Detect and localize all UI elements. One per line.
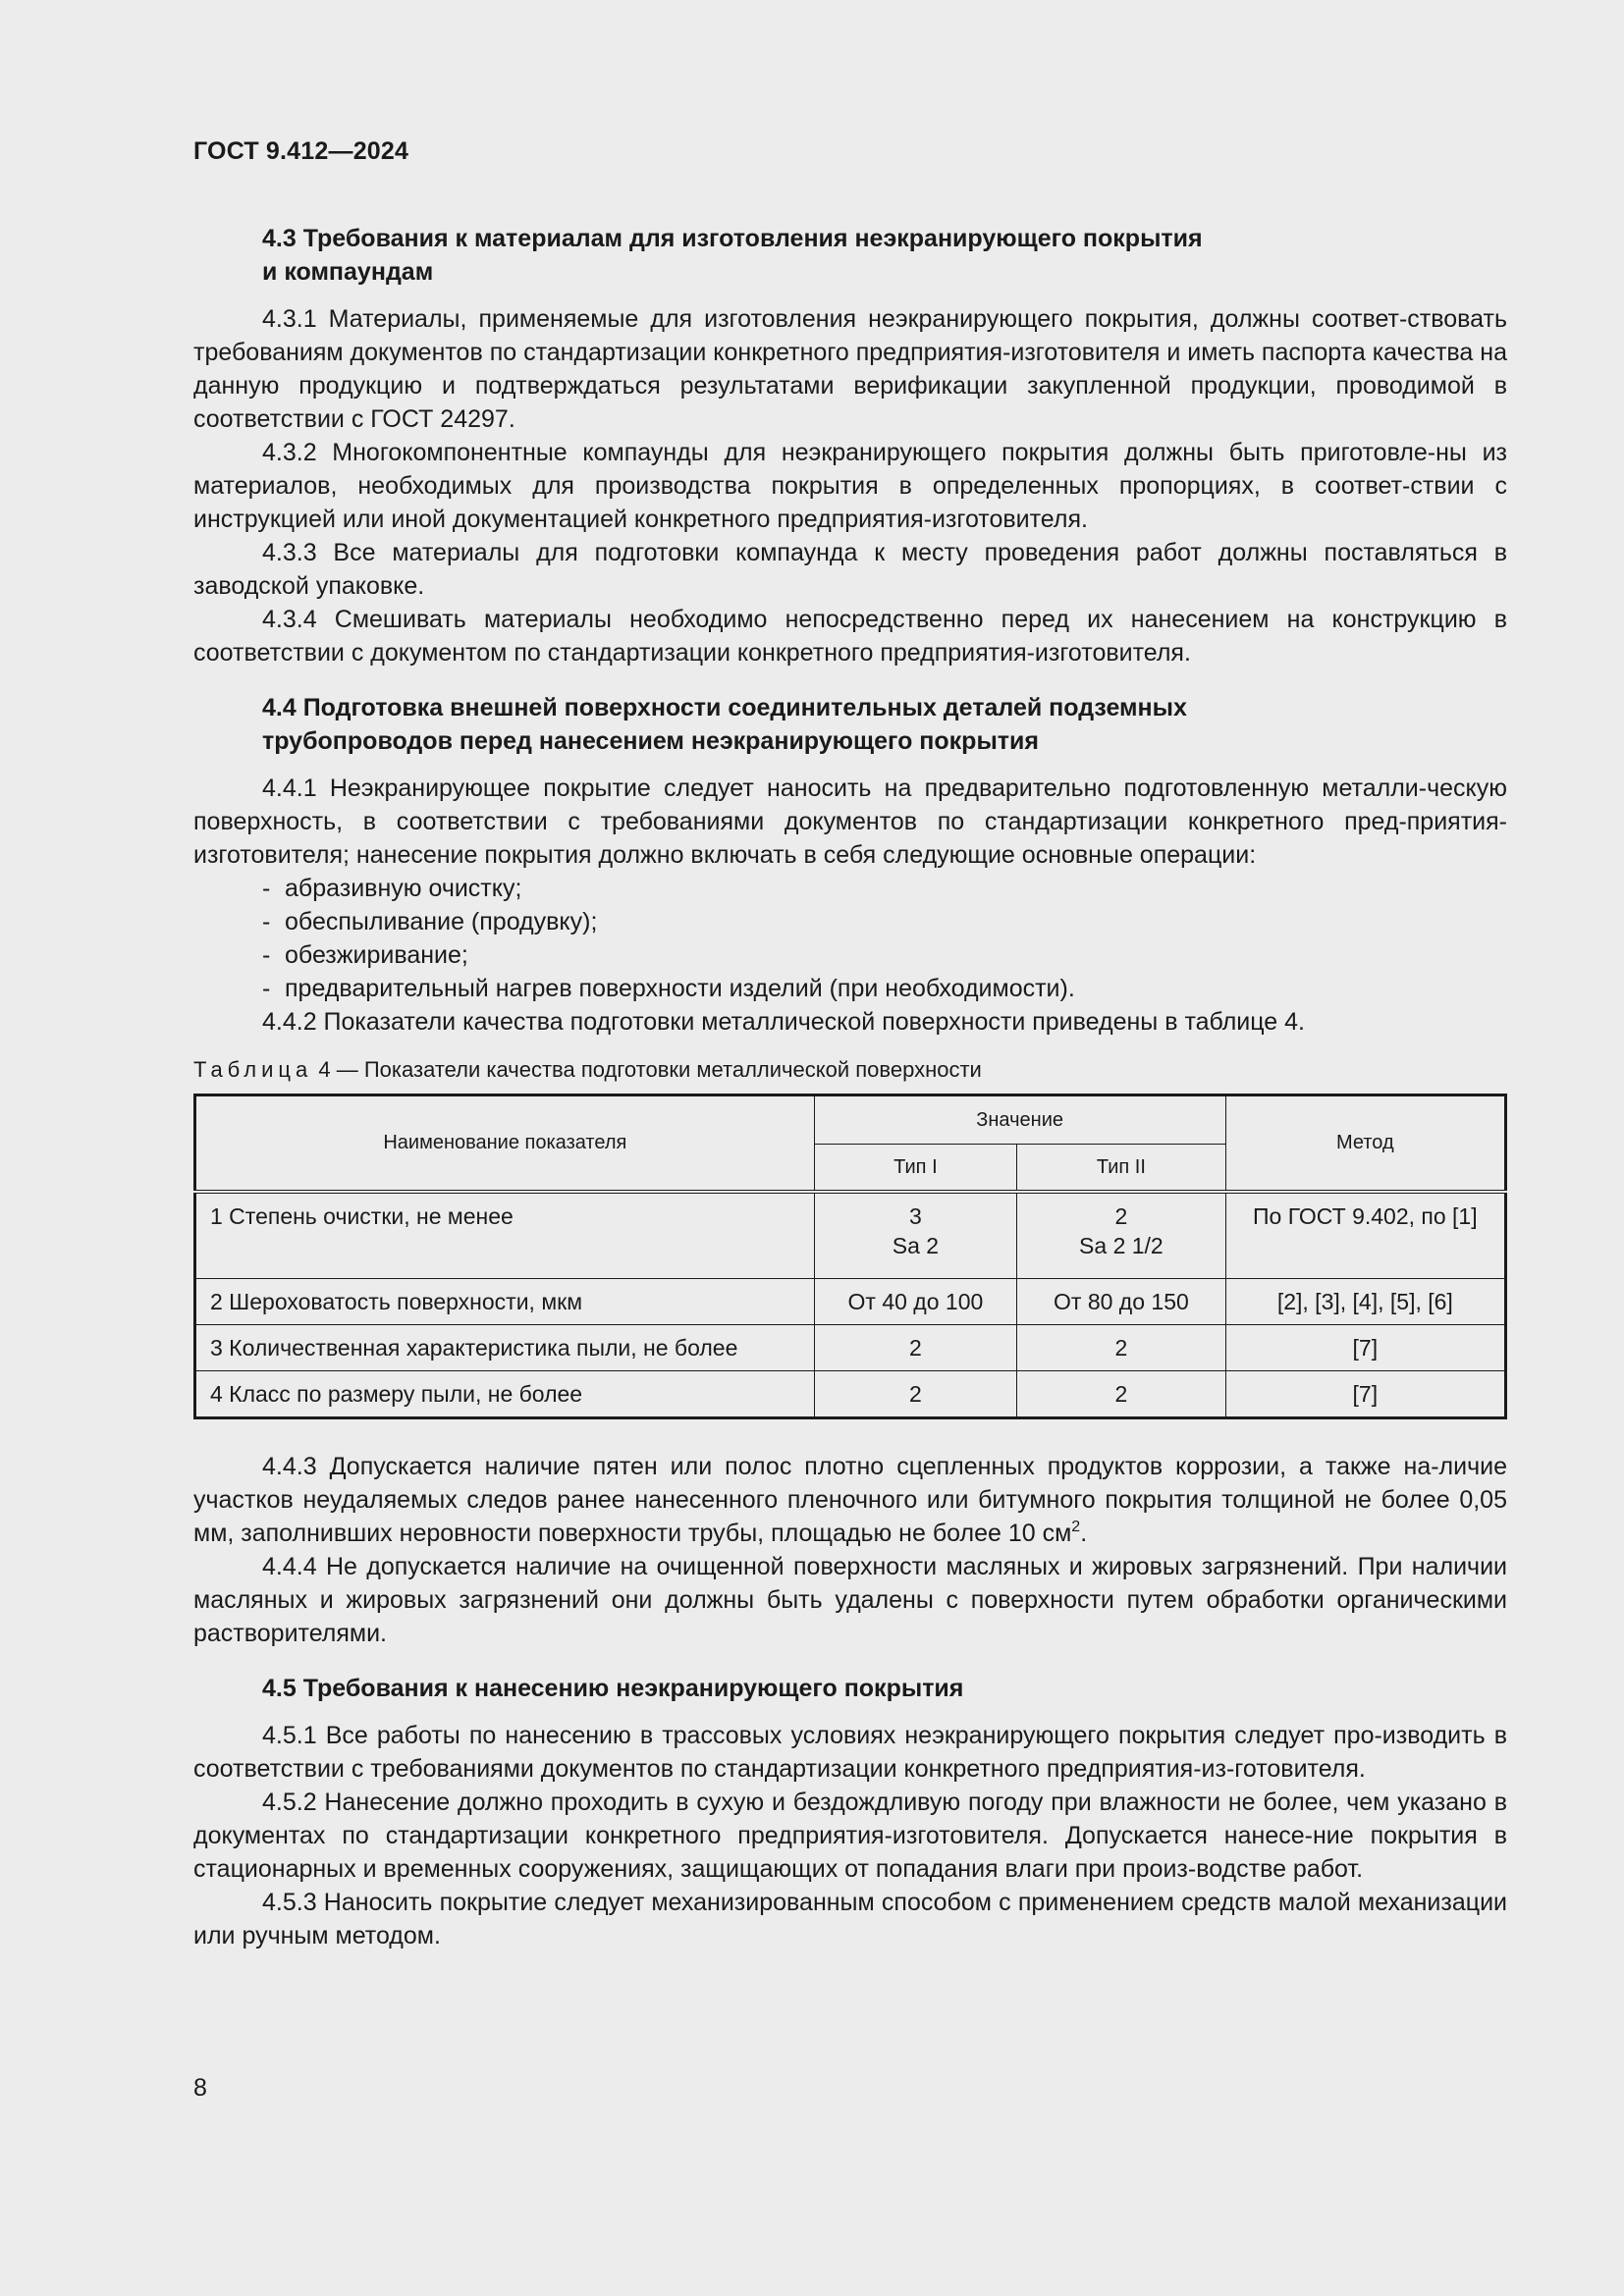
paragraph-4-5-3: 4.5.3 Наносить покрытие следует механизированным способом с применением средств малой механизации или ручным методом.: [193, 1889, 1507, 1949]
list-item-text: обеспыливание (продувку);: [285, 908, 598, 935]
list-item-text: обезжиривание;: [285, 941, 468, 969]
header-type-2: Тип II: [1017, 1145, 1225, 1193]
row-type1-value: От 40 до 100: [814, 1279, 1017, 1325]
list-dash: -: [262, 975, 271, 1002]
row-method: [7]: [1225, 1371, 1505, 1418]
paragraph-4-4-3: [193, 1450, 1507, 1550]
list-dash: -: [262, 875, 271, 902]
paragraph-4-3-4: 4.3.4 Смешивать материалы необходимо непосредственно перед их нанесением на конструкцию в соответствии с документом по стандартизации конкретного предприятия-изготовителя.: [193, 606, 1507, 667]
row-type1-value: [814, 1192, 1017, 1279]
row-type2-value: [1017, 1192, 1225, 1279]
paragraph-4-5-2: 4.5.2 Нанесение должно проходить в сухую и бездождливую погоду при влажности не более, чем указано в документах по стандартизации конкретного предприятия-изготовителя. Допускается нанесе-ние покрытия в стационарных и временных сооружениях, защищающих от попадания влаги при произ-водстве работ.: [193, 1789, 1507, 1883]
operations-list: [193, 872, 1507, 1005]
header-name: Наименование показателя: [195, 1095, 815, 1193]
paragraph-4-4-3-end: .: [1080, 1520, 1088, 1547]
list-item: [262, 972, 1507, 1005]
list-item: [262, 905, 1507, 938]
row-method: [7]: [1225, 1325, 1505, 1371]
quality-indicators-table: [193, 1094, 1507, 1419]
paragraph-4-3-1: 4.3.1 Материалы, применяемые для изготовления неэкранирующего покрытия, должны соответ-ствовать требованиям документов по стандартизации конкретного предприятия-изготовителя и иметь паспорта качества на данную продукцию и подтверждаться результатами верификации закупленной продукции, проводимой в соответствии с ГОСТ 24297.: [193, 305, 1507, 433]
header-value: Значение: [814, 1095, 1225, 1145]
table-caption: [193, 1057, 1507, 1083]
list-item: [262, 938, 1507, 972]
row-type2-value: 2: [1017, 1325, 1225, 1371]
row-type2-value: От 80 до 150: [1017, 1279, 1225, 1325]
section-4-4-heading-line1: 4.4 Подготовка внешней поверхности соединительных деталей подземных: [262, 694, 1187, 721]
row-method: [2], [3], [4], [5], [6]: [1225, 1279, 1505, 1325]
table-row: [195, 1192, 1506, 1279]
table-caption-label: Таблица: [193, 1057, 313, 1082]
paragraph-4-3-2: 4.3.2 Многокомпонентные компаунды для неэкранирующего покрытия должны быть приготовле-ны из материалов, необходимых для производства покрытия в определенных пропорциях, в соответ-ствии с инструкцией или иной документацией конкретного предприятия-изготовителя.: [193, 439, 1507, 533]
row-type2-grade: Sa 2 1/2: [1079, 1233, 1164, 1258]
table-caption-text: 4 — Показатели качества подготовки металлической поверхности: [318, 1057, 982, 1082]
row-name: 1 Степень очистки, не менее: [195, 1192, 815, 1279]
row-type2-value: 2: [1017, 1371, 1225, 1418]
row-type1-value: 2: [814, 1371, 1017, 1418]
section-4-3-heading: [193, 222, 1507, 289]
section-4-4-heading-line2: трубопроводов перед нанесением неэкранирующего покрытия: [262, 727, 1040, 755]
row-type1-value: 2: [814, 1325, 1017, 1371]
list-item-text: абразивную очистку;: [285, 875, 522, 902]
row-name: 2 Шероховатость поверхности, мкм: [195, 1279, 815, 1325]
paragraph-4-4-2: 4.4.2 Показатели качества подготовки металлической поверхности приведены в таблице 4.: [262, 1008, 1305, 1036]
paragraph-4-4-1: 4.4.1 Неэкранирующее покрытие следует наносить на предварительно подготовленную металли-ческую поверхность, в соответствии с требованиями документов по стандартизации конкретного пред-приятия-изготовителя; нанесение покрытия должно включать в себя следующие основные операции:: [193, 774, 1507, 869]
paragraph-4-4-3-text: 4.4.3 Допускается наличие пятен или полос плотно сцепленных продуктов коррозии, а также на-личие участков неудаляемых следов ранее нанесенного пленочного или битумного покрытия толщиной не более 0,05 мм, заполнивших неровности поверхности трубы, площадью не более 10 см: [193, 1453, 1507, 1547]
header-type-1: Тип I: [814, 1145, 1017, 1193]
table-row: [195, 1325, 1506, 1371]
document-page: [193, 137, 1507, 1952]
section-4-3-heading-line2: и компаундам: [262, 258, 434, 286]
page-number: 8: [193, 2074, 207, 2102]
paragraph-4-4-4: 4.4.4 Не допускается наличие на очищенной поверхности масляных и жировых загрязнений. При наличии масляных и жировых загрязнений они должны быть удалены с поверхности путем обработки органическими растворителями.: [193, 1553, 1507, 1647]
document-code: ГОСТ 9.412—2024: [193, 137, 409, 165]
list-dash: -: [262, 908, 271, 935]
section-4-4-heading: [193, 691, 1507, 758]
row-name: 4 Класс по размеру пыли, не более: [195, 1371, 815, 1418]
list-item: [262, 872, 1507, 905]
list-dash: -: [262, 941, 271, 969]
table-row: [195, 1279, 1506, 1325]
superscript-exponent: 2: [1071, 1519, 1081, 1535]
section-4-5-heading: 4.5 Требования к нанесению неэкранирующего покрытия: [262, 1675, 964, 1702]
paragraph-4-3-3: 4.3.3 Все материалы для подготовки компаунда к месту проведения работ должны поставляться в заводской упаковке.: [193, 539, 1507, 600]
paragraph-4-5-1: 4.5.1 Все работы по нанесению в трассовых условиях неэкранирующего покрытия следует про-изводить в соответствии с требованиями документов по стандартизации конкретного предприятия-из-готовителя.: [193, 1722, 1507, 1783]
table-row: [195, 1371, 1506, 1418]
list-item-text: предварительный нагрев поверхности изделий (при необходимости).: [285, 975, 1075, 1002]
row-type2-class: 2: [1114, 1203, 1128, 1229]
row-name: 3 Количественная характеристика пыли, не более: [195, 1325, 815, 1371]
row-type1-class: 3: [909, 1203, 922, 1229]
header-method: Метод: [1225, 1095, 1505, 1193]
row-type1-grade: Sa 2: [892, 1233, 940, 1258]
section-4-3-heading-line1: 4.3 Требования к материалам для изготовления неэкранирующего покрытия: [262, 225, 1203, 252]
row-method: По ГОСТ 9.402, по [1]: [1225, 1192, 1505, 1279]
